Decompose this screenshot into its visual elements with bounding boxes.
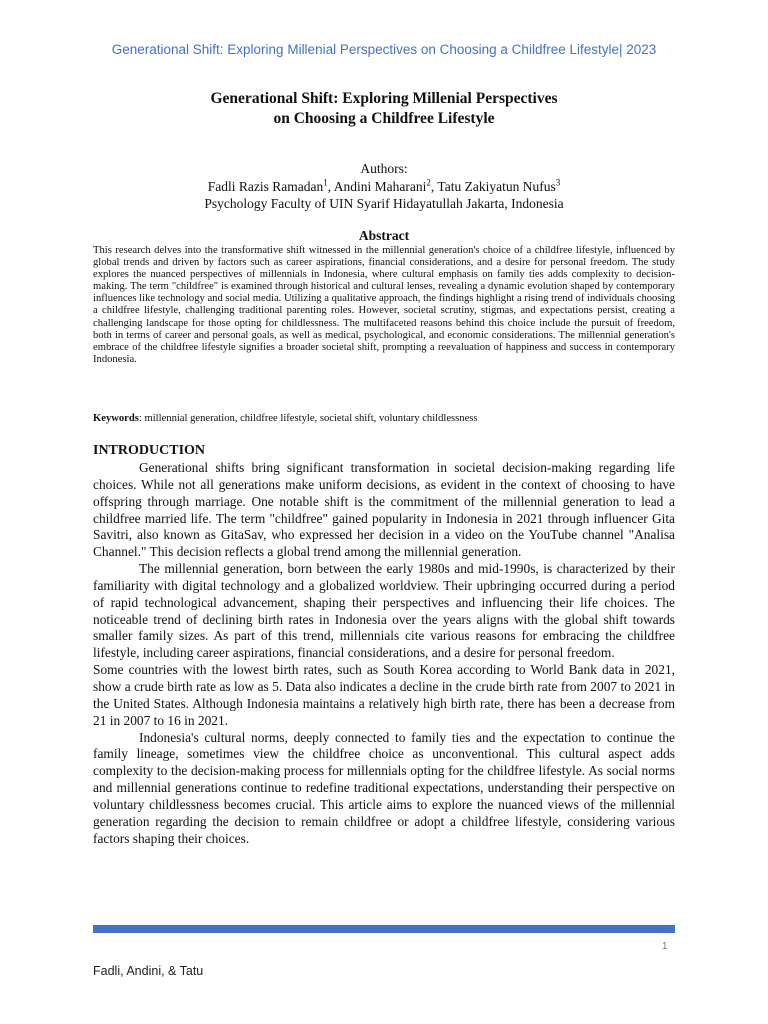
running-header: Generational Shift: Exploring Millenial Perspectives on Choosing a Childfree Lifestyle| 2023 bbox=[111, 42, 657, 57]
author-name: Andini Maharani bbox=[333, 178, 427, 194]
paper-title bbox=[0, 89, 768, 129]
title-line-2: on Choosing a Childfree Lifestyle bbox=[273, 110, 495, 127]
title-line-1: Generational Shift: Exploring Millenial Perspectives bbox=[210, 90, 558, 107]
keywords bbox=[93, 412, 675, 425]
author-separator: , bbox=[430, 178, 438, 194]
section-heading-introduction: INTRODUCTION bbox=[93, 443, 206, 458]
footer-divider bbox=[93, 925, 675, 933]
authors-block bbox=[0, 160, 768, 213]
paragraph: Some countries with the lowest birth rates, such as South Korea according to World Bank data in 2021, show a crude birth rate as low as 5. Data also indicates a decline in the crude birth rate from 2007 to 2021 in the United States. Although Indonesia maintains a relatively high birth rate, there has been a decrease from 21 in 2007 to 16 in 2021. bbox=[93, 662, 675, 728]
author-name: Fadli Razis Ramadan bbox=[207, 178, 324, 194]
abstract-text: This research delves into the transformative shift witnessed in the millennial generation's choice of a childfree lifestyle, influenced by global trends and driven by factors such as career aspirations, financial considerations, and a desire for personal freedom. The study explores the nuanced perspectives of millennials in Indonesia, where cultural emphasis on family ties adds complexity to decision-making. The term "childfree" is examined through historical and cultural lenses, revealing a dynamic evolution shaped by contemporary influences like technology and social media. Utilizing a qualitative approach, the findings highlight a rising trend of individuals choosing a childfree lifestyle, challenging traditional parenting roles. However, societal scrutiny, stigmas, and expectations persist, creating a challenging landscape for those opting for childlessness. The multifaceted reasons behind this choice include the pursuit of freedom, both in terms of career and personal goals, as well as medical, psychological, and economic considerations. The millennial generation's embrace of the childfree lifestyle signifies a broader societal shift, prompting a reevaluation of happiness and success in contemporary Indonesia. bbox=[93, 245, 675, 365]
paragraph: The millennial generation, born between the early 1980s and mid-1990s, is characterized by their familiarity with digital technology and a globalized worldview. Their upbringing occurred during a period of rapid technological advancement, shaping their perspectives and influencing their life choices. The noticeable trend of declining birth rates in Indonesia over the years aligns with the global shift towards smaller family sizes. As part of this trend, millennials cite various reasons for embracing the childfree lifestyle, including career aspirations, financial considerations, and a desire for personal freedom. bbox=[93, 561, 675, 661]
affiliation: Psychology Faculty of UIN Syarif Hidayatullah Jakarta, Indonesia bbox=[204, 196, 564, 211]
footer-authors: Fadli, Andini, & Tatu bbox=[93, 964, 204, 978]
author-separator: , bbox=[327, 178, 334, 194]
author-names bbox=[0, 178, 768, 196]
paragraph: Indonesia's cultural norms, deeply connected to family ties and the expectation to continue the family lineage, sometimes view the childfree choice as unconventional. This cultural aspect adds complexity to the decision-making process for millennials opting for the childfree lifestyle. As social norms and millennial generations continue to redefine traditional expectations, understanding their perspective on voluntary childlessness becomes crucial. This article aims to explore the nuanced views of the millennial generation regarding the decision to remain childfree or adopt a childfree lifestyle, considering various factors shaping their choices. bbox=[93, 729, 675, 846]
author-name: Tatu Zakiyatun Nufus bbox=[437, 178, 556, 194]
paragraph: Generational shifts bring significant transformation in societal decision-making regarding life choices. While not all generations make uniform decisions, as evident in the context of choosing to have offspring through marriage. One notable shift is the commitment of the millennial generation to lead a childfree married life. The term "childfree" gained popularity in Indonesia in 2021 through influencer Gita Savitri, also known as GitaSav, who expressed her decision in a video on the YouTube channel "Analisa Channel." This decision reflects a global trend among the millennial generation. bbox=[93, 460, 675, 560]
author-affiliation-marker: 3 bbox=[555, 177, 561, 187]
author-affiliation-marker: 2 bbox=[426, 177, 431, 187]
keywords-list: : millennial generation, childfree lifestyle, societal shift, voluntary childlessness bbox=[138, 413, 478, 424]
keywords-label: Keywords bbox=[93, 413, 139, 424]
page-number: 1 bbox=[662, 941, 668, 952]
authors-label: Authors: bbox=[360, 161, 408, 176]
author-affiliation-marker: 1 bbox=[323, 177, 328, 187]
introduction-body bbox=[93, 460, 675, 847]
abstract-heading: Abstract bbox=[358, 228, 410, 243]
